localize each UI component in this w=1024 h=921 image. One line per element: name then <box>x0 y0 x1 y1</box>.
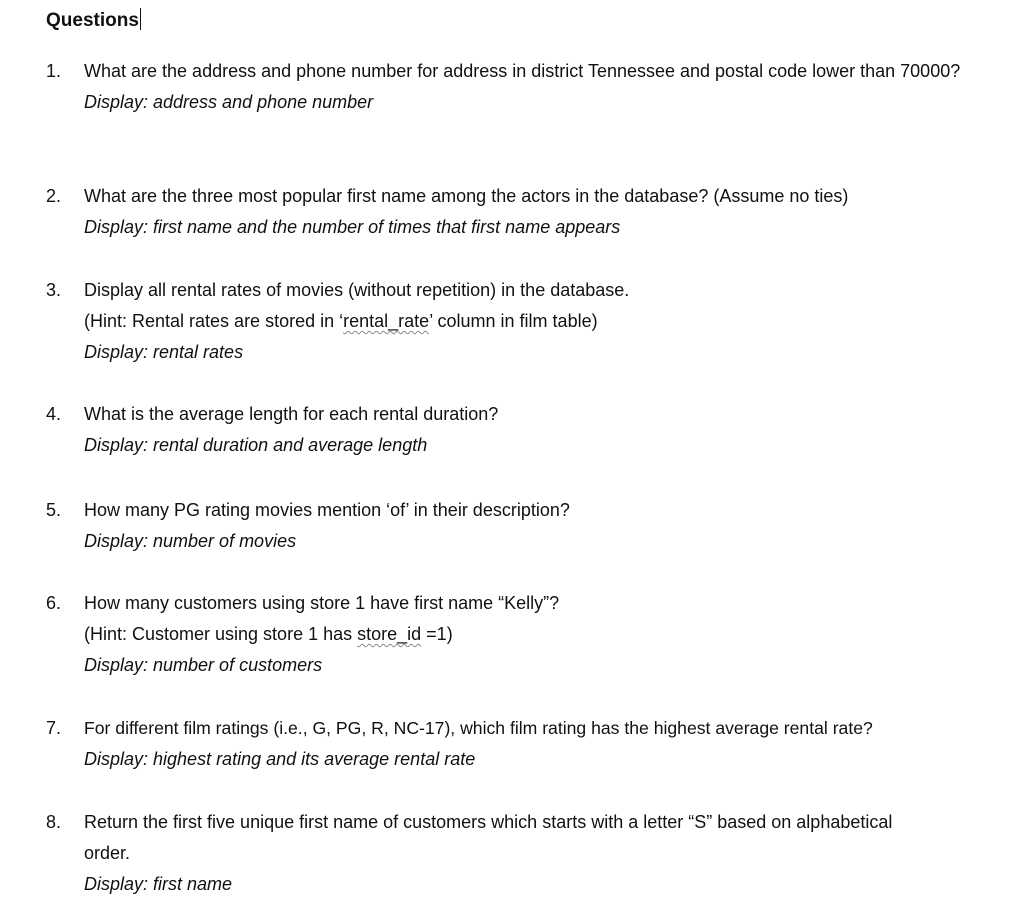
display-instruction: Display: rental duration and average length <box>84 435 428 455</box>
display-instruction: Display: first name <box>84 874 233 894</box>
spellcheck-term: rental_rate <box>343 311 430 331</box>
hint-line <box>84 619 1004 650</box>
question-number: 2. <box>46 186 62 206</box>
question-number: 3. <box>46 280 62 300</box>
display-instruction: Display: rental rates <box>84 342 244 362</box>
question-number: 5. <box>46 500 62 520</box>
page-title <box>46 8 141 33</box>
display-instruction: Display: highest rating and its average rental rate <box>84 749 476 769</box>
hint-text-before: (Hint: Rental rates are stored in ‘ <box>84 311 344 331</box>
hint-text-before: (Hint: Customer using store 1 has <box>84 624 358 644</box>
question-number: 7. <box>46 718 62 738</box>
question-text: What are the address and phone number for address in district Tennessee and postal code lower than 70000? <box>84 61 961 81</box>
question-text: For different film ratings (i.e., G, PG, R, NC-17), which film rating has the highest average rental rate? <box>84 718 873 738</box>
hint-line <box>84 306 1004 337</box>
spellcheck-term: store_id <box>357 624 422 644</box>
question-text: What is the average length for each rental duration? <box>84 404 499 424</box>
text-cursor <box>140 8 142 30</box>
display-instruction: Display: number of customers <box>84 655 323 675</box>
question-number: 6. <box>46 593 62 613</box>
question-text: How many PG rating movies mention ‘of’ in their description? <box>84 500 570 520</box>
display-instruction: Display: first name and the number of times that first name appears <box>84 217 621 237</box>
question-number: 4. <box>46 404 62 424</box>
question-number: 1. <box>46 61 62 81</box>
hint-text-after: ’ column in film table) <box>429 311 598 331</box>
question-text: Return the first five unique first name of customers which starts with a letter “S” based on alphabetical order. <box>84 812 893 863</box>
heading-text: Questions <box>46 10 139 31</box>
hint-text-after: =1) <box>421 624 453 644</box>
display-instruction: Display: address and phone number <box>84 92 374 112</box>
question-text: What are the three most popular first name among the actors in the database? (Assume no ties) <box>84 186 849 206</box>
display-instruction: Display: number of movies <box>84 531 297 551</box>
question-text: How many customers using store 1 have first name “Kelly”? <box>84 593 560 613</box>
question-text: Display all rental rates of movies (without repetition) in the database. <box>84 280 630 300</box>
question-number: 8. <box>46 812 62 832</box>
